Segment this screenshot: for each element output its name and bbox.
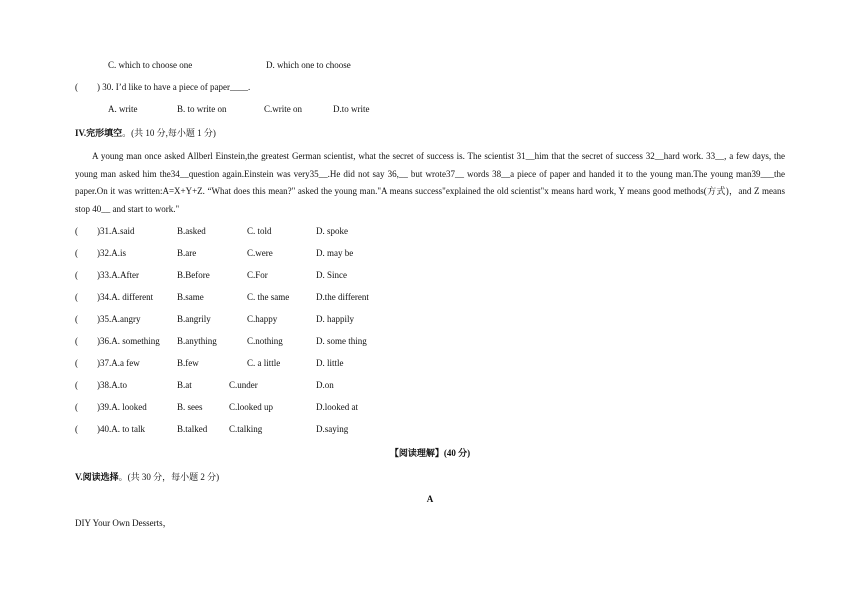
cloze-item-paren: ( (75, 270, 78, 280)
passage-a-title: DIY Your Own Desserts， (75, 518, 172, 528)
cloze-item-option-a: )36.A. something (97, 336, 160, 346)
cloze-item-option-a: )37.A.a few (97, 358, 140, 368)
cloze-item-option-a: )40.A. to talk (97, 424, 145, 434)
passage-a-label: A (426, 494, 434, 504)
q30-option-a: A. write (108, 104, 138, 114)
cloze-item-option-c: C.were (247, 248, 273, 258)
cloze-item-option-d: D. little (316, 358, 344, 368)
cloze-item-option-a: )38.A.to (97, 380, 127, 390)
cloze-item-option-d: D.saying (316, 424, 349, 434)
cloze-item-paren: ( (75, 424, 78, 434)
cloze-item-option-a: )35.A.angry (97, 314, 141, 324)
cloze-item-paren: ( (75, 314, 78, 324)
cloze-item-option-d: D. spoke (316, 226, 348, 236)
q30-option-c: C.write on (264, 104, 302, 114)
cloze-item-option-b: B.anything (177, 336, 217, 346)
cloze-item-paren: ( (75, 292, 78, 302)
cloze-item-option-c: C.happy (247, 314, 278, 324)
section-4-heading-rest: 。(共 10 分,每小题 1 分) (122, 128, 216, 138)
cloze-item-option-b: B.asked (177, 226, 206, 236)
cloze-item-option-b: B.are (177, 248, 197, 258)
section-5-heading-rest: 。(共 30 分，每小题 2 分) (118, 472, 220, 482)
cloze-item-option-d: D. some thing (316, 336, 367, 346)
cloze-item-paren: ( (75, 380, 78, 390)
q30-stem: ) 30. I’d like to have a piece of paper____. (97, 82, 251, 92)
section-4-heading (75, 126, 216, 139)
section-5-heading (75, 470, 219, 483)
cloze-item-option-c: C.talking (229, 424, 263, 434)
cloze-item-option-a: )31.A.said (97, 226, 135, 236)
q29-option-c: C. which to choose one (108, 60, 193, 70)
cloze-item-option-b: B.Before (177, 270, 210, 280)
cloze-item-option-b: B.at (177, 380, 192, 390)
cloze-item-option-a: )34.A. different (97, 292, 154, 302)
section-4-heading-bold: IV.完形填空 (75, 128, 123, 138)
cloze-item-option-d: D. happily (316, 314, 354, 324)
cloze-item-option-b: B.talked (177, 424, 208, 434)
cloze-item-option-a: )33.A.After (97, 270, 139, 280)
q30-paren: ( (75, 82, 78, 92)
cloze-item-option-c: C. the same (247, 292, 290, 302)
cloze-item-option-c: C.under (229, 380, 258, 390)
cloze-item-option-d: D. may be (316, 248, 354, 258)
cloze-item-option-d: D.the different (316, 292, 369, 302)
cloze-item-option-c: C.nothing (247, 336, 283, 346)
cloze-item-option-c: C. told (247, 226, 272, 236)
cloze-item-paren: ( (75, 358, 78, 368)
cloze-item-paren: ( (75, 226, 78, 236)
reading-section-title: 【阅读理解】(40 分) (389, 448, 471, 458)
q30-option-d: D.to write (333, 104, 370, 114)
cloze-passage-text: A young man once asked Allberl Einstein,the greatest German scientist, what the secret of success is. The scientist 31__him that the secret of success 32__hard work. 33__, a few days, the young man asked him the34__question again.Einstein was very35__.He did not say 36,__ but wrote37__ words 38__a piece of paper and handed it to the young man.The young man39___the paper.On it was written:A=X+Y+Z. “What does this mean?" asked the young man."A means success"explained the old scientist"x means hard work, Y means good methods(方式)，and Z means stop 40__ and start to work." (75, 151, 785, 214)
cloze-item-option-c: C. a little (247, 358, 281, 368)
cloze-item-option-a: )32.A.is (97, 248, 126, 258)
cloze-item-paren: ( (75, 402, 78, 412)
cloze-item-option-d: D. Since (316, 270, 347, 280)
cloze-item-option-d: D.on (316, 380, 334, 390)
q30-option-b: B. to write on (177, 104, 227, 114)
cloze-item-option-b: B.angrily (177, 314, 211, 324)
section-5-heading-bold: V.阅读选择 (75, 472, 119, 482)
cloze-item-paren: ( (75, 248, 78, 258)
q29-option-d: D. which one to choose (266, 60, 351, 70)
cloze-item-option-b: B. sees (177, 402, 203, 412)
cloze-item-option-b: B.same (177, 292, 204, 302)
cloze-item-paren: ( (75, 336, 78, 346)
cloze-item-option-a: )39.A. looked (97, 402, 147, 412)
cloze-item-option-b: B.few (177, 358, 199, 368)
cloze-item-option-c: C.looked up (229, 402, 273, 412)
cloze-passage (75, 148, 785, 218)
cloze-item-option-d: D.looked at (316, 402, 358, 412)
cloze-item-option-c: C.For (247, 270, 268, 280)
